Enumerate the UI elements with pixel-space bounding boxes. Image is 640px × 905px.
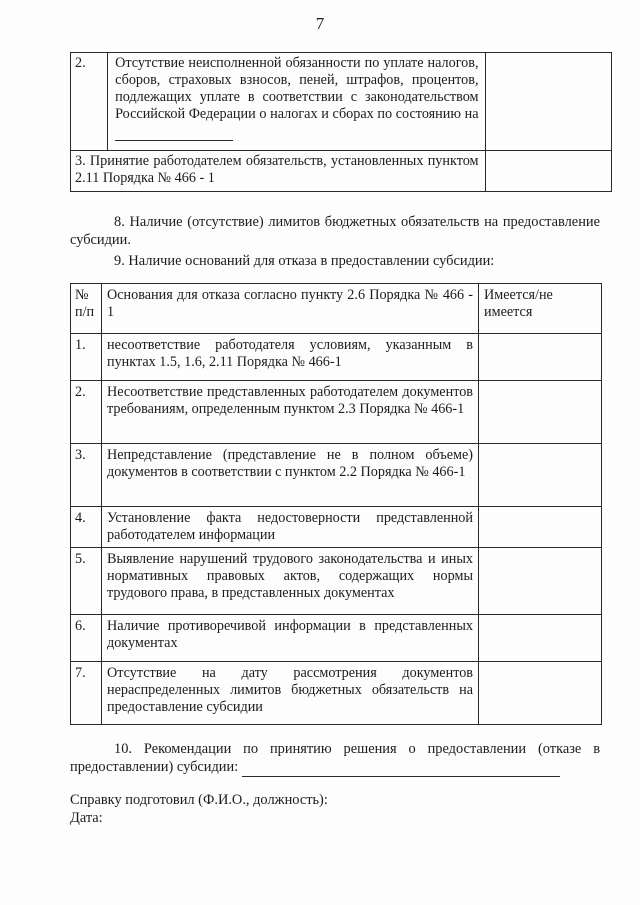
conditions-table	[70, 52, 612, 192]
row-number: 7.	[71, 662, 102, 725]
table-row	[71, 548, 602, 615]
date-blank	[115, 123, 233, 141]
refusal-reasons-table	[70, 283, 602, 725]
table-row	[71, 381, 602, 444]
row-text: 3. Принятие работодателем обязательств, установленных пунктом 2.11 Порядка № 466 - 1	[71, 151, 486, 192]
row-value	[479, 615, 602, 662]
row-text: Наличие противоречивой информации в представленных документах	[102, 615, 479, 662]
row-text: несоответствие работодателя условиям, указанным в пунктах 1.5, 1.6, 2.11 Порядка № 466-1	[102, 334, 479, 381]
table-row	[71, 53, 612, 151]
row-value	[479, 507, 602, 548]
table-row	[71, 444, 602, 507]
header-number: № п/п	[71, 284, 102, 334]
row-text: Несоответствие представленных работодателем документов требованиям, определенным пунктом 2.3 Порядка № 466-1	[102, 381, 479, 444]
row-text: Отсутствие на дату рассмотрения документов нераспределенных лимитов бюджетных обязательств на предоставление субсидии	[102, 662, 479, 725]
date-label: Дата:	[70, 810, 103, 826]
section-10-text: 10. Рекомендации по принятию решения о предоставлении (отказе в предоставлении) субсидии:	[70, 741, 600, 775]
row-text: Установление факта недостоверности представленной работодателем информации	[102, 507, 479, 548]
row-value	[479, 548, 602, 615]
table-row	[71, 662, 602, 725]
row-value	[479, 334, 602, 381]
row-value	[485, 151, 611, 192]
section-8: 8. Наличие (отсутствие) лимитов бюджетных обязательств на предоставление субсидии.	[70, 214, 600, 248]
table-row	[71, 507, 602, 548]
section-10	[70, 740, 600, 777]
header-reason: Основания для отказа согласно пункту 2.6 Порядка № 466 - 1	[102, 284, 479, 334]
row-number: 3.	[71, 444, 102, 507]
row-text: Выявление нарушений трудового законодательства и иных нормативных правовых актов, содержащих нормы трудового права, в представленных документах	[102, 548, 479, 615]
row-number: 1.	[71, 334, 102, 381]
table-row	[71, 151, 612, 192]
table-header-row	[71, 284, 602, 334]
section-9: 9. Наличие оснований для отказа в предоставлении субсидии:	[114, 253, 495, 269]
page-number: 7	[315, 14, 325, 33]
row-number: 2.	[71, 53, 108, 151]
table-row	[71, 615, 602, 662]
row-value	[479, 381, 602, 444]
row-number: 6.	[71, 615, 102, 662]
row-number: 4.	[71, 507, 102, 548]
header-status: Имеется/не имеется	[479, 284, 602, 334]
row-value	[485, 53, 611, 151]
prepared-by-label: Справку подготовил (Ф.И.О., должность):	[70, 792, 328, 808]
row-text: Отсутствие неисполненной обязанности по уплате налогов, сборов, страховых взносов, пеней, штрафов, процентов, подлежащих уплате в соответствии с законодательством Российской Федерации о налогах и сборах по состоянию на	[108, 53, 485, 151]
row-number: 2.	[71, 381, 102, 444]
row-number: 5.	[71, 548, 102, 615]
recommendation-blank	[242, 758, 560, 777]
table-row	[71, 334, 602, 381]
row-value	[479, 444, 602, 507]
row-value	[479, 662, 602, 725]
row-text: Непредставление (представление не в полном объеме) документов в соответствии с пунктом 2.2 Порядка № 466-1	[102, 444, 479, 507]
